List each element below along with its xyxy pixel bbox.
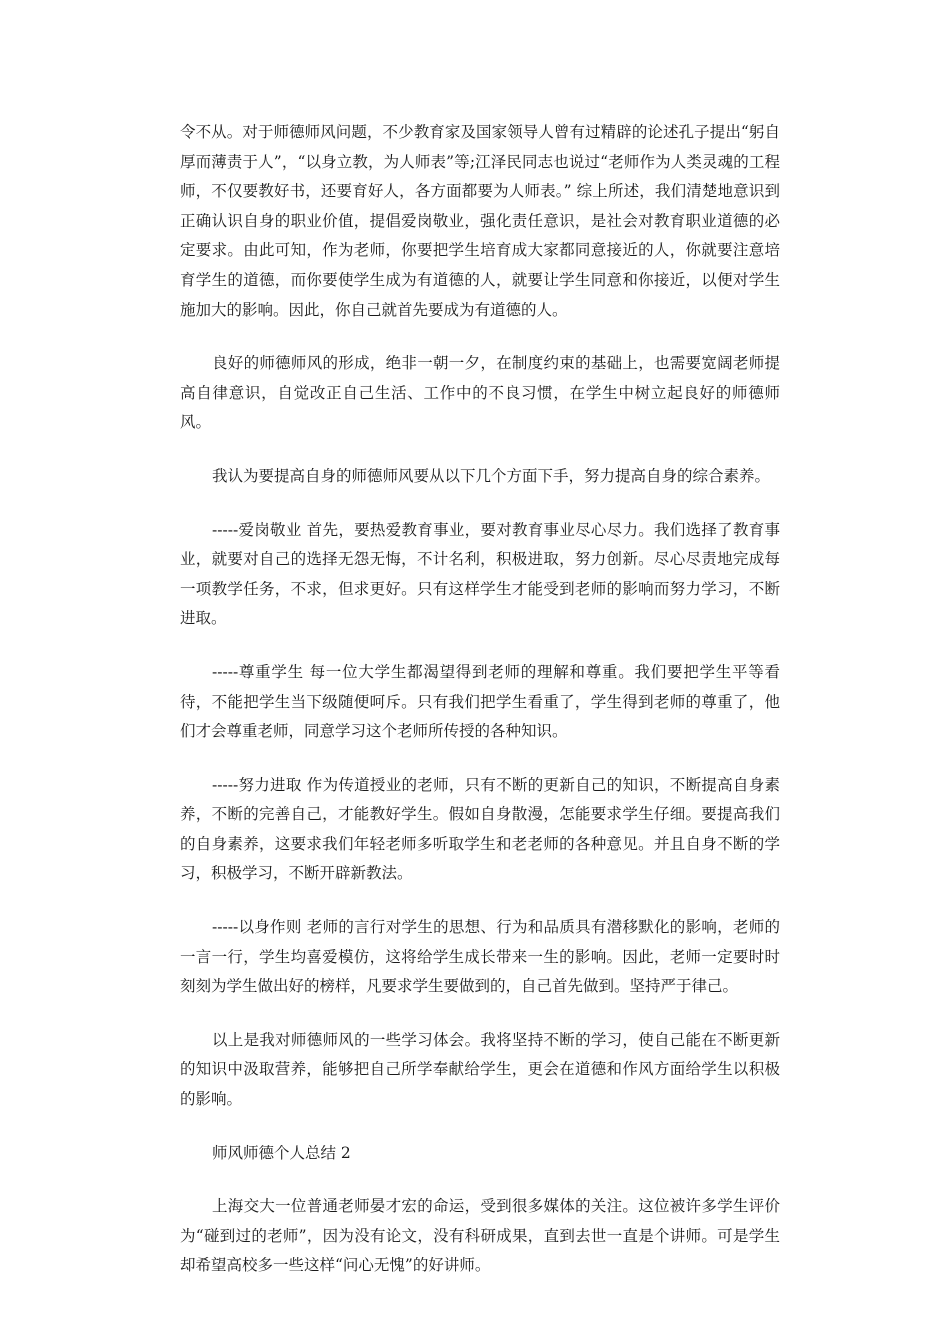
paragraph-respect-students: -----尊重学生 每一位大学生都渴望得到老师的理解和尊重。我们要把学生平等看待，不能把学生当下级随便呵斥。只有我们把学生看重了，学生得到老师的尊重了，他们才会尊重老师，同意学习这个老师所传授的各种知识。 [180, 662, 780, 741]
document-body [180, 118, 780, 1305]
paragraph-teacher-story: 上海交大一位普通老师晏才宏的命运，受到很多媒体的关注。这位被许多学生评价为“碰到过的老师”，因为没有论文，没有科研成果，直到去世一直是个讲师。可是学生却希望高校多一些这样“问心无愧”的好讲师。 [180, 1197, 780, 1275]
paragraph-self-discipline: 良好的师德师风的形成，绝非一朝一夕，在制度约束的基础上，也需要宽阔老师提高自律意识，自觉改正自己生活、工作中的不良习惯，在学生中树立起良好的师德师风。 [180, 354, 780, 432]
section-heading: 师风师德个人总结 2 [212, 1143, 351, 1162]
paragraph-strive-progress: -----努力进取 作为传道授业的老师，只有不断的更新自己的知识，不断提高自身素养，不断的完善自己，才能教好学生。假如自身散漫，怎能要求学生仔细。要提高我们的自身素养，这要求我们年轻老师多听取学生和老老师的各种意见。并且自身不断的学习，积极学习，不断开辟新教法。 [180, 775, 780, 883]
paragraph-love-job: -----爱岗敬业 首先，要热爱教育事业，要对教育事业尽心尽力。我们选择了教育事业，就要对自己的选择无怨无悔，不计名利，积极进取，努力创新。尽心尽责地完成每一项教学任务，不求，但求更好。只有这样学生才能受到老师的影响而努力学习，不断进取。 [180, 520, 780, 628]
paragraph-continuation: 令不从。对于师德师风问题，不少教育家及国家领导人曾有过精辟的论述孔子提出“躬自厚而薄责于人”，“以身立教，为人师表”等;江泽民同志也说过“老师作为人类灵魂的工程师，不仅要教好书，还要育好人，各方面都要为人师表。” 综上所述，我们清楚地意识到正确认识自身的职业价值，提倡爱岗敬业，强化责任意识，是社会对教育职业道德的必定要求。由此可知，作为老师，你要把学生培育成大家都同意接近的人，你就要注意培育学生的道德，而你要使学生成为有道德的人，就要让学生同意和你接近，以便对学生施加大的影响。因此，你自己就首先要成为有道德的人。 [180, 123, 780, 319]
paragraph-conclusion: 以上是我对师德师风的一些学习体会。我将坚持不断的学习，使自己能在不断更新的知识中汲取营养，能够把自己所学奉献给学生，更会在道德和作风方面给学生以积极的影响。 [180, 1030, 780, 1109]
paragraph-aspects-intro: 我认为要提高自身的师德师风要从以下几个方面下手，努力提高自身的综合素养。 [212, 466, 771, 485]
paragraph-lead-by-example: -----以身作则 老师的言行对学生的思想、行为和品质具有潜移默化的影响，老师的一言一行，学生均喜爱模仿，这将给学生成长带来一生的影响。因此，老师一定要时时刻刻为学生做出好的榜样，凡要求学生要做到的，自己首先做到。坚持严于律己。 [180, 918, 780, 996]
